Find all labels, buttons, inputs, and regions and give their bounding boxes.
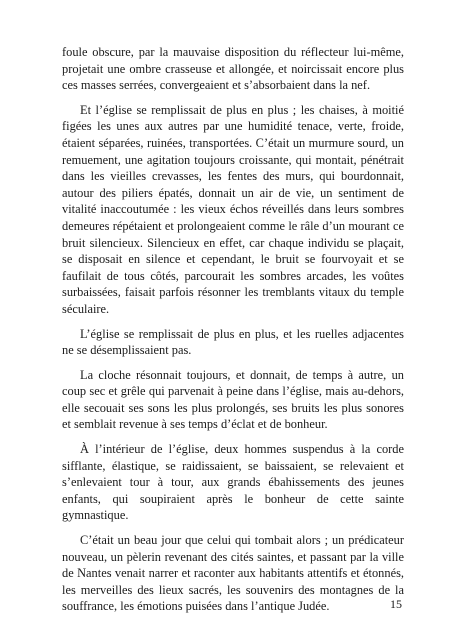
page-number: 15 (390, 597, 402, 611)
paragraph-1: foule obscure, par la mauvaise disposition du réflecteur lui-même, projetait une ombre crasseuse et allongée, et noircissait encore plus ces masses serrées, convergeaient et s’absorbaient dans la nef. (62, 45, 404, 93)
paragraph-2: Et l’église se remplissait de plus en plus ; les chaises, à moitié figées les unes aux autres par une humidité tenace, verte, froide, étaient séparées, ruinées, transportées. C’était un murmure sourd, un remuement, une agitation toujours croissante, qui montait, pénétrait dans les vieilles crevasses, les fentes des murs, qui bourdonnait, autour des piliers épatés, donnait un air de vie, un sentiment de vitalité inaccoutumée : les vieux échos réveillés dans leurs sombres demeures répétaient et prolongeaient comme le râle d’un mourant ce bruit silencieux. Silencieux en effet, car chaque individu se plaçait, se disposait en silence et cependant, le bruit se fourvoyait et se faufilait de tous côtés, parcourait les sombres arcades, les voûtes surbaissées, faisait parfois résonner les tremblants vitaux du temple séculaire. (62, 102, 404, 316)
paragraph-6: C’était un beau jour que celui qui tombait alors ; un prédicateur nouveau, un pèlerin revenant des cités saintes, et passant par la ville de Nantes venait narrer et raconter aux habitants attentifs et étonnés, les merveilles des lieux sacrés, les souvenirs des montagnes de la souffrance, les émotions puisées dans l’antique Judée. (62, 533, 404, 614)
page-body (62, 44, 404, 623)
paragraph-4: La cloche résonnait toujours, et donnait, de temps à autre, un coup sec et grêle qui parvenait à peine dans l’église, mais au-dehors, elle secouait ses sons les plus prolongés, ses bruits les plus sonores et semblait revenue à ses temps d’éclat et de bonheur. (62, 367, 404, 432)
paragraph-5: À l’intérieur de l’église, deux hommes suspendus à la corde sifflante, élastique, se raidissaient, se baissaient, se relevaient et s’enlevaient tour à tour, aux grands ébahissements des jeunes enfants, qui soupiraient après le bonheur de cette sainte gymnastique. (62, 442, 404, 523)
paragraph-3: L’église se remplissait de plus en plus, et les ruelles adjacentes ne se désemplissaient pas. (62, 326, 404, 358)
